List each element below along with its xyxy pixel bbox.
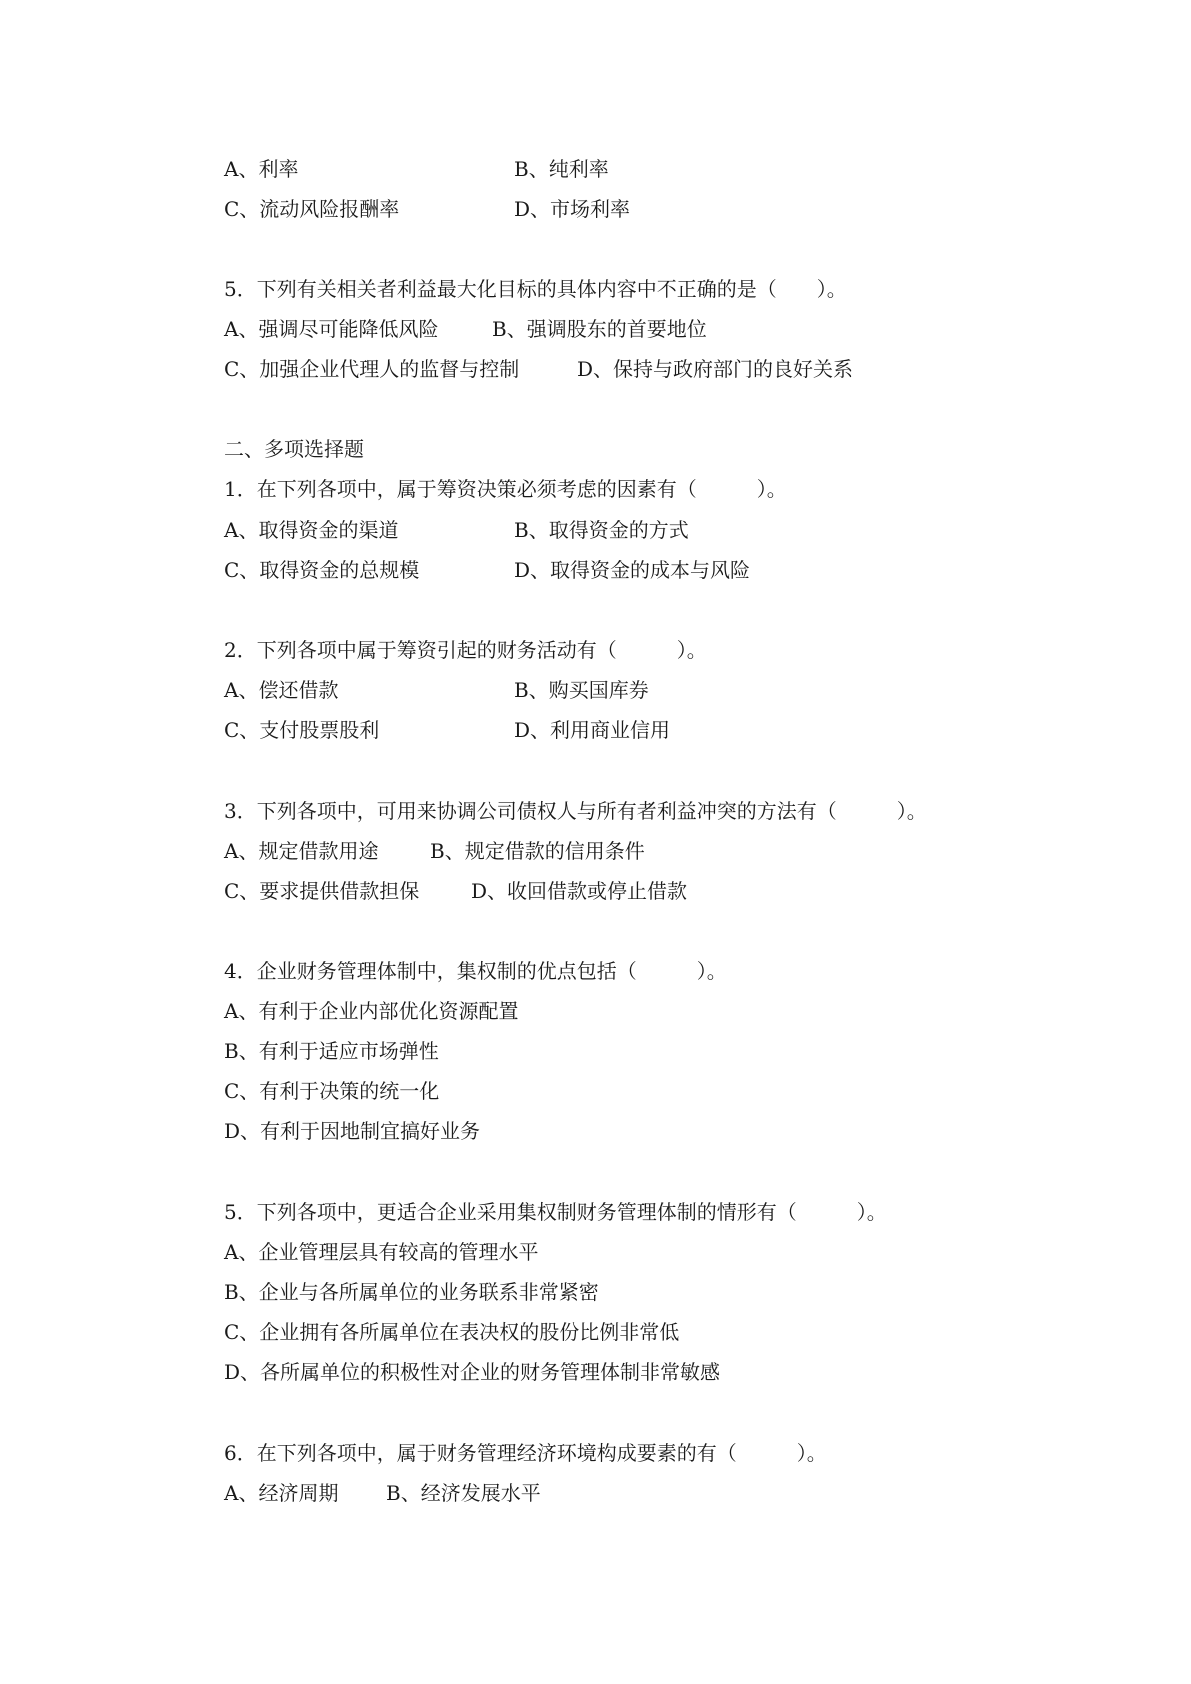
option-a: A、取得资金的渠道: [224, 518, 399, 542]
question-stem: 1．在下列各项中，属于筹资决策必须考虑的因素有（ ）。: [224, 477, 787, 501]
option-row: [224, 678, 649, 702]
question-stem: 3．下列各项中，可用来协调公司债权人与所有者利益冲突的方法有（ ）。: [224, 799, 927, 823]
option-d: D、各所属单位的积极性对企业的财务管理体制非常敏感: [224, 1360, 721, 1384]
option-b: B、规定借款的信用条件: [430, 839, 645, 863]
question-stem: 2．下列各项中属于筹资引起的财务活动有（ ）。: [224, 638, 707, 662]
option-row: [224, 317, 707, 341]
option-b: B、企业与各所属单位的业务联系非常紧密: [224, 1280, 599, 1304]
option-row: [224, 197, 631, 221]
option-a: A、规定借款用途: [224, 839, 379, 863]
option-b: B、购买国库券: [514, 678, 649, 702]
question-stem: 5．下列有关相关者利益最大化目标的具体内容中不正确的是（ ）。: [224, 277, 847, 301]
option-row: [224, 879, 688, 903]
option-d: D、收回借款或停止借款: [471, 879, 688, 903]
option-d: D、有利于因地制宜搞好业务: [224, 1119, 481, 1143]
option-row: [224, 718, 671, 742]
option-row: [224, 1481, 541, 1505]
option-a: A、强调尽可能降低风险: [224, 317, 439, 341]
option-row: [224, 839, 645, 863]
option-c: C、有利于决策的统一化: [224, 1079, 440, 1103]
option-b: B、强调股东的首要地位: [492, 317, 707, 341]
option-c: C、流动风险报酬率: [224, 197, 400, 221]
option-d: D、市场利率: [514, 197, 631, 221]
option-row: [224, 357, 854, 381]
option-b: B、取得资金的方式: [514, 518, 689, 542]
option-b: B、有利于适应市场弹性: [224, 1039, 439, 1063]
option-c: C、加强企业代理人的监督与控制: [224, 357, 520, 381]
option-c: C、取得资金的总规模: [224, 558, 420, 582]
option-row: [224, 157, 609, 181]
option-row: [224, 518, 689, 542]
option-b: B、经济发展水平: [386, 1481, 541, 1505]
option-a: A、偿还借款: [224, 678, 339, 702]
option-c: C、支付股票股利: [224, 718, 380, 742]
option-d: D、保持与政府部门的良好关系: [577, 357, 854, 381]
option-a: A、企业管理层具有较高的管理水平: [224, 1240, 539, 1264]
section-title: 二、多项选择题: [224, 437, 364, 461]
option-a: A、有利于企业内部优化资源配置: [224, 999, 519, 1023]
question-stem: 4．企业财务管理体制中，集权制的优点包括（ ）。: [224, 959, 727, 983]
option-a: A、利率: [224, 157, 299, 181]
option-c: C、企业拥有各所属单位在表决权的股份比例非常低: [224, 1320, 680, 1344]
option-d: D、利用商业信用: [514, 718, 671, 742]
option-b: B、纯利率: [514, 157, 609, 181]
option-row: [224, 558, 751, 582]
option-d: D、取得资金的成本与风险: [514, 558, 751, 582]
option-a: A、经济周期: [224, 1481, 339, 1505]
option-c: C、要求提供借款担保: [224, 879, 420, 903]
question-stem: 6．在下列各项中，属于财务管理经济环境构成要素的有（ ）。: [224, 1441, 827, 1465]
question-stem: 5．下列各项中，更适合企业采用集权制财务管理体制的情形有（ ）。: [224, 1200, 887, 1224]
